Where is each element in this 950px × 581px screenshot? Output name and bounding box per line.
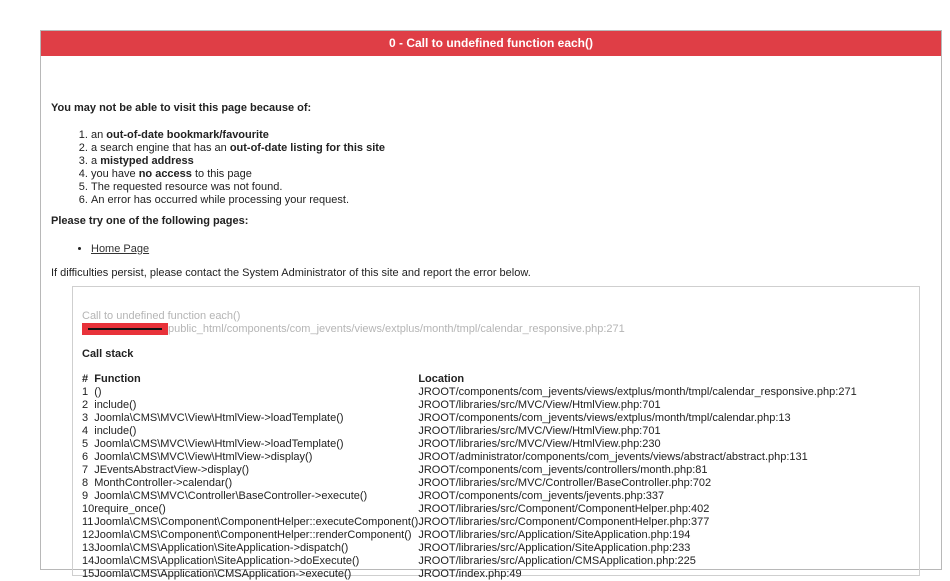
redacted-block bbox=[82, 323, 168, 335]
table-row bbox=[82, 451, 857, 464]
reason-text: an bbox=[91, 129, 107, 141]
reason-emphasis: out-of-date bookmark/favourite bbox=[106, 129, 269, 141]
reason-item bbox=[91, 181, 385, 194]
frame-location: JROOT/libraries/src/MVC/View/HtmlView.php:701 bbox=[418, 399, 661, 411]
frame-location: JROOT/libraries/src/Application/CMSApplication.php:225 bbox=[418, 555, 696, 567]
table-row bbox=[82, 529, 857, 542]
reason-text: The requested resource was not found. bbox=[91, 181, 283, 193]
frame-function: Joomla\CMS\MVC\View\HtmlView->display() bbox=[94, 451, 313, 463]
frame-function: Joomla\CMS\MVC\View\HtmlView->loadTemplate() bbox=[94, 438, 344, 450]
col-location-header: Location bbox=[418, 373, 465, 385]
error-title-bar: 0 - Call to undefined function each() bbox=[41, 31, 941, 56]
col-hash-header: # bbox=[82, 373, 89, 385]
table-row bbox=[82, 425, 857, 438]
frame-function: Joomla\CMS\MVC\Controller\BaseController->execute() bbox=[94, 490, 368, 502]
reason-item bbox=[91, 129, 385, 142]
error-path: public_html/components/com_jevents/views/extplus/month/tmpl/calendar_responsive.php:271 bbox=[168, 323, 625, 335]
col-function-header: Function bbox=[94, 373, 141, 385]
error-details-box bbox=[72, 286, 920, 580]
frame-function: include() bbox=[94, 425, 137, 437]
table-row bbox=[82, 386, 857, 399]
frame-function: JEventsAbstractView->display() bbox=[94, 464, 250, 476]
reason-text: you have bbox=[91, 168, 139, 180]
table-row bbox=[82, 412, 857, 425]
reasons-list bbox=[51, 129, 385, 207]
frame-function: include() bbox=[94, 399, 137, 411]
frame-index: 14 bbox=[82, 555, 95, 567]
frame-index: 8 bbox=[82, 477, 89, 489]
frame-location: JROOT/administrator/components/com_jevents/views/abstract/abstract.php:131 bbox=[418, 451, 808, 463]
table-row bbox=[82, 490, 857, 503]
frame-index: 6 bbox=[82, 451, 89, 463]
table-row bbox=[82, 438, 857, 451]
reason-text: a bbox=[91, 155, 101, 167]
frame-index: 3 bbox=[82, 412, 89, 424]
table-row bbox=[82, 516, 857, 529]
reason-emphasis: no access bbox=[138, 168, 192, 180]
frame-location: JROOT/libraries/src/Component/ComponentHelper.php:402 bbox=[418, 503, 710, 515]
error-page-frame bbox=[40, 30, 942, 580]
frame-location: JROOT/libraries/src/MVC/Controller/BaseController.php:702 bbox=[418, 477, 712, 489]
table-row bbox=[82, 568, 857, 581]
frame-function: Joomla\CMS\Application\SiteApplication->dispatch() bbox=[94, 542, 349, 554]
frame-index: 15 bbox=[82, 568, 95, 580]
reason-emphasis: mistyped address bbox=[100, 155, 194, 167]
call-stack-title: Call stack bbox=[82, 348, 134, 360]
frame-function: Joomla\CMS\Application\SiteApplication->doExecute() bbox=[94, 555, 360, 567]
frame-location: JROOT/libraries/src/MVC/View/HtmlView.php:230 bbox=[418, 438, 661, 450]
try-pages-heading: Please try one of the following pages: bbox=[51, 215, 249, 227]
frame-location: JROOT/libraries/src/MVC/View/HtmlView.php:701 bbox=[418, 425, 661, 437]
reason-text: a search engine that has an bbox=[91, 142, 230, 154]
frame-location: JROOT/components/com_jevents/jevents.php:337 bbox=[418, 490, 665, 502]
call-stack-table bbox=[82, 360, 857, 581]
contact-note: If difficulties persist, please contact the System Administrator of this site and report the error below. bbox=[51, 267, 531, 279]
call-stack-body bbox=[82, 386, 857, 581]
table-row bbox=[82, 464, 857, 477]
reason-item bbox=[91, 155, 385, 168]
reason-text: An error has occurred while processing your request. bbox=[91, 194, 350, 206]
frame-index: 7 bbox=[82, 464, 89, 476]
table-row bbox=[82, 399, 857, 412]
frame-index: 5 bbox=[82, 438, 89, 450]
frame-index: 4 bbox=[82, 425, 89, 437]
frame-function: Joomla\CMS\MVC\View\HtmlView->loadTemplate() bbox=[94, 412, 344, 424]
frame-index: 12 bbox=[82, 529, 95, 541]
frame-index: 10 bbox=[82, 503, 95, 515]
table-row bbox=[82, 555, 857, 568]
frame-location: JROOT/components/com_jevents/controllers/month.php:81 bbox=[418, 464, 708, 476]
error-message: Call to undefined function each() bbox=[82, 310, 241, 322]
intro-heading: You may not be able to visit this page because of: bbox=[51, 102, 312, 114]
frame-function: require_once() bbox=[94, 503, 166, 515]
frame-location: JROOT/components/com_jevents/views/extplus/month/tmpl/calendar_responsive.php:271 bbox=[418, 386, 857, 398]
frame-function: Joomla\CMS\Component\ComponentHelper::renderComponent() bbox=[94, 529, 412, 541]
frame-index: 13 bbox=[82, 542, 95, 554]
table-row bbox=[82, 542, 857, 555]
home-page-link[interactable]: Home Page bbox=[91, 243, 150, 255]
table-row bbox=[82, 477, 857, 490]
frame-index: 1 bbox=[82, 386, 89, 398]
table-header-row bbox=[82, 360, 857, 386]
reason-item bbox=[91, 194, 385, 207]
frame-location: JROOT/libraries/src/Application/SiteApplication.php:194 bbox=[418, 529, 691, 541]
reason-emphasis: out-of-date listing for this site bbox=[229, 142, 386, 154]
reason-item bbox=[91, 168, 385, 181]
frame-function: () bbox=[94, 386, 102, 398]
frame-location: JROOT/libraries/src/Application/SiteApplication.php:233 bbox=[418, 542, 691, 554]
frame-function: Joomla\CMS\Application\CMSApplication->execute() bbox=[94, 568, 352, 580]
frame-function: MonthController->calendar() bbox=[94, 477, 233, 489]
pages-list bbox=[51, 243, 149, 255]
reason-text-suffix: to this page bbox=[191, 168, 252, 180]
table-row bbox=[82, 503, 857, 516]
error-path-line bbox=[82, 323, 625, 336]
frame-index: 9 bbox=[82, 490, 89, 502]
frame-location: JROOT/libraries/src/Component/ComponentHelper.php:377 bbox=[418, 516, 710, 528]
frame-index: 2 bbox=[82, 399, 89, 411]
list-item bbox=[91, 243, 149, 255]
reason-item bbox=[91, 142, 385, 155]
frame-location: JROOT/components/com_jevents/views/extplus/month/tmpl/calendar.php:13 bbox=[418, 412, 791, 424]
frame-index: 11 bbox=[82, 516, 94, 528]
frame-location: JROOT/index.php:49 bbox=[418, 568, 522, 580]
frame-function: Joomla\CMS\Component\ComponentHelper::executeComponent() bbox=[94, 516, 419, 528]
